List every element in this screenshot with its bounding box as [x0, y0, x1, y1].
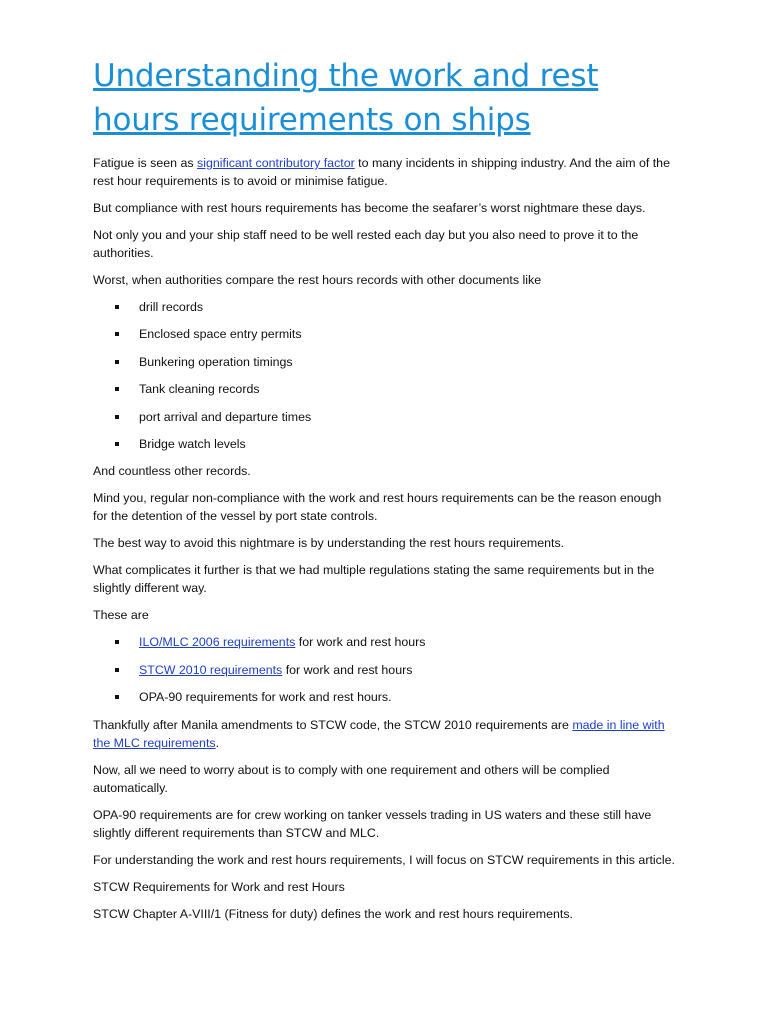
- manila-text-before: Thankfully after Manila amendments to STCW code, the STCW 2010 requirements are: [93, 717, 573, 732]
- list-item: [93, 298, 678, 316]
- paragraph-opa90: OPA-90 requirements are for crew working on tanker vessels trading in US waters and these still have slightly different requirements than STCW and MLC.: [93, 807, 652, 840]
- list-item-text: Enclosed space entry permits: [139, 327, 302, 342]
- list-item-text: for work and rest hours: [295, 635, 426, 650]
- paragraph-these-are: These are: [93, 608, 149, 623]
- list-item-text: port arrival and departure times: [139, 409, 312, 424]
- section-heading: STCW Requirements for Work and rest Hours: [93, 879, 345, 894]
- bullet-icon: [115, 695, 119, 699]
- list-item: [93, 408, 678, 426]
- manila-text-after: .: [215, 735, 220, 750]
- bullet-icon: [115, 305, 119, 309]
- fatigue-factor-link[interactable]: significant contributory factor: [197, 156, 355, 170]
- mlc-line-link[interactable]: made in line with the MLC requirements: [93, 717, 665, 750]
- ilo-mlc-link[interactable]: ILO/MLC 2006 requirements: [139, 635, 296, 650]
- paragraph-manila: [93, 716, 678, 752]
- intro-text-after: to many incidents in shipping industry. And the aim of the rest hour requirements is to avoid or minimise fatigue.: [93, 156, 670, 188]
- list-item: [93, 435, 678, 453]
- bullet-icon: [115, 332, 119, 336]
- paragraph-comply: Now, all we need to worry about is to comply with one requirement and others will be complied automatically.: [93, 762, 610, 795]
- paragraph-countless: And countless other records.: [93, 464, 251, 479]
- page-title[interactable]: Understanding the work and rest hours requirements on ships: [93, 58, 599, 138]
- list-item: [93, 353, 678, 371]
- bullet-icon: [115, 442, 119, 446]
- stcw-2010-link[interactable]: STCW 2010 requirements: [139, 662, 283, 677]
- bullet-icon: [115, 415, 119, 419]
- list-item: [93, 633, 678, 651]
- list-item-text: Bridge watch levels: [139, 436, 246, 451]
- paragraph-detention: Mind you, regular non-compliance with the work and rest hours requirements can be the reason enough for the detention of the vessel by port state controls.: [93, 491, 662, 524]
- paragraph-focus: For understanding the work and rest hours requirements, I will focus on STCW requirements in this article.: [93, 852, 675, 867]
- bullet-icon: [115, 387, 119, 391]
- bullet-icon: [115, 360, 119, 364]
- intro-paragraph: [93, 154, 678, 190]
- list-item: [93, 325, 678, 343]
- list-item-text: OPA-90 requirements for work and rest hours.: [139, 690, 392, 705]
- intro-text-before: Fatigue is seen as: [93, 156, 198, 170]
- bullet-icon: [115, 668, 119, 672]
- paragraph-complicates: What complicates it further is that we had multiple regulations stating the same requirements but in the slightly different way.: [93, 563, 655, 596]
- list-item: [93, 661, 678, 679]
- list-item: [93, 380, 678, 398]
- paragraph-best-way: The best way to avoid this nightmare is by understanding the rest hours requirements.: [93, 536, 565, 551]
- regulations-list: [93, 633, 678, 706]
- list-item-text: Tank cleaning records: [139, 382, 260, 397]
- article-body: [93, 54, 678, 932]
- list-item-text: Bunkering operation timings: [139, 354, 293, 369]
- paragraph-prove: Not only you and your ship staff need to be well rested each day but you also need to prove it to the authorities.: [93, 228, 639, 260]
- paragraph-nightmare: But compliance with rest hours requirements has become the seafarer’s worst nightmare these days.: [93, 201, 646, 215]
- paragraph-chapter: STCW Chapter A-VIII/1 (Fitness for duty) defines the work and rest hours requirements.: [93, 906, 573, 921]
- list-item-text: drill records: [139, 300, 204, 314]
- documents-list: [93, 298, 678, 453]
- paragraph-compare: Worst, when authorities compare the rest hours records with other documents like: [93, 273, 542, 287]
- list-item-text: for work and rest hours: [282, 662, 413, 677]
- list-item: [93, 688, 678, 706]
- bullet-icon: [115, 640, 119, 644]
